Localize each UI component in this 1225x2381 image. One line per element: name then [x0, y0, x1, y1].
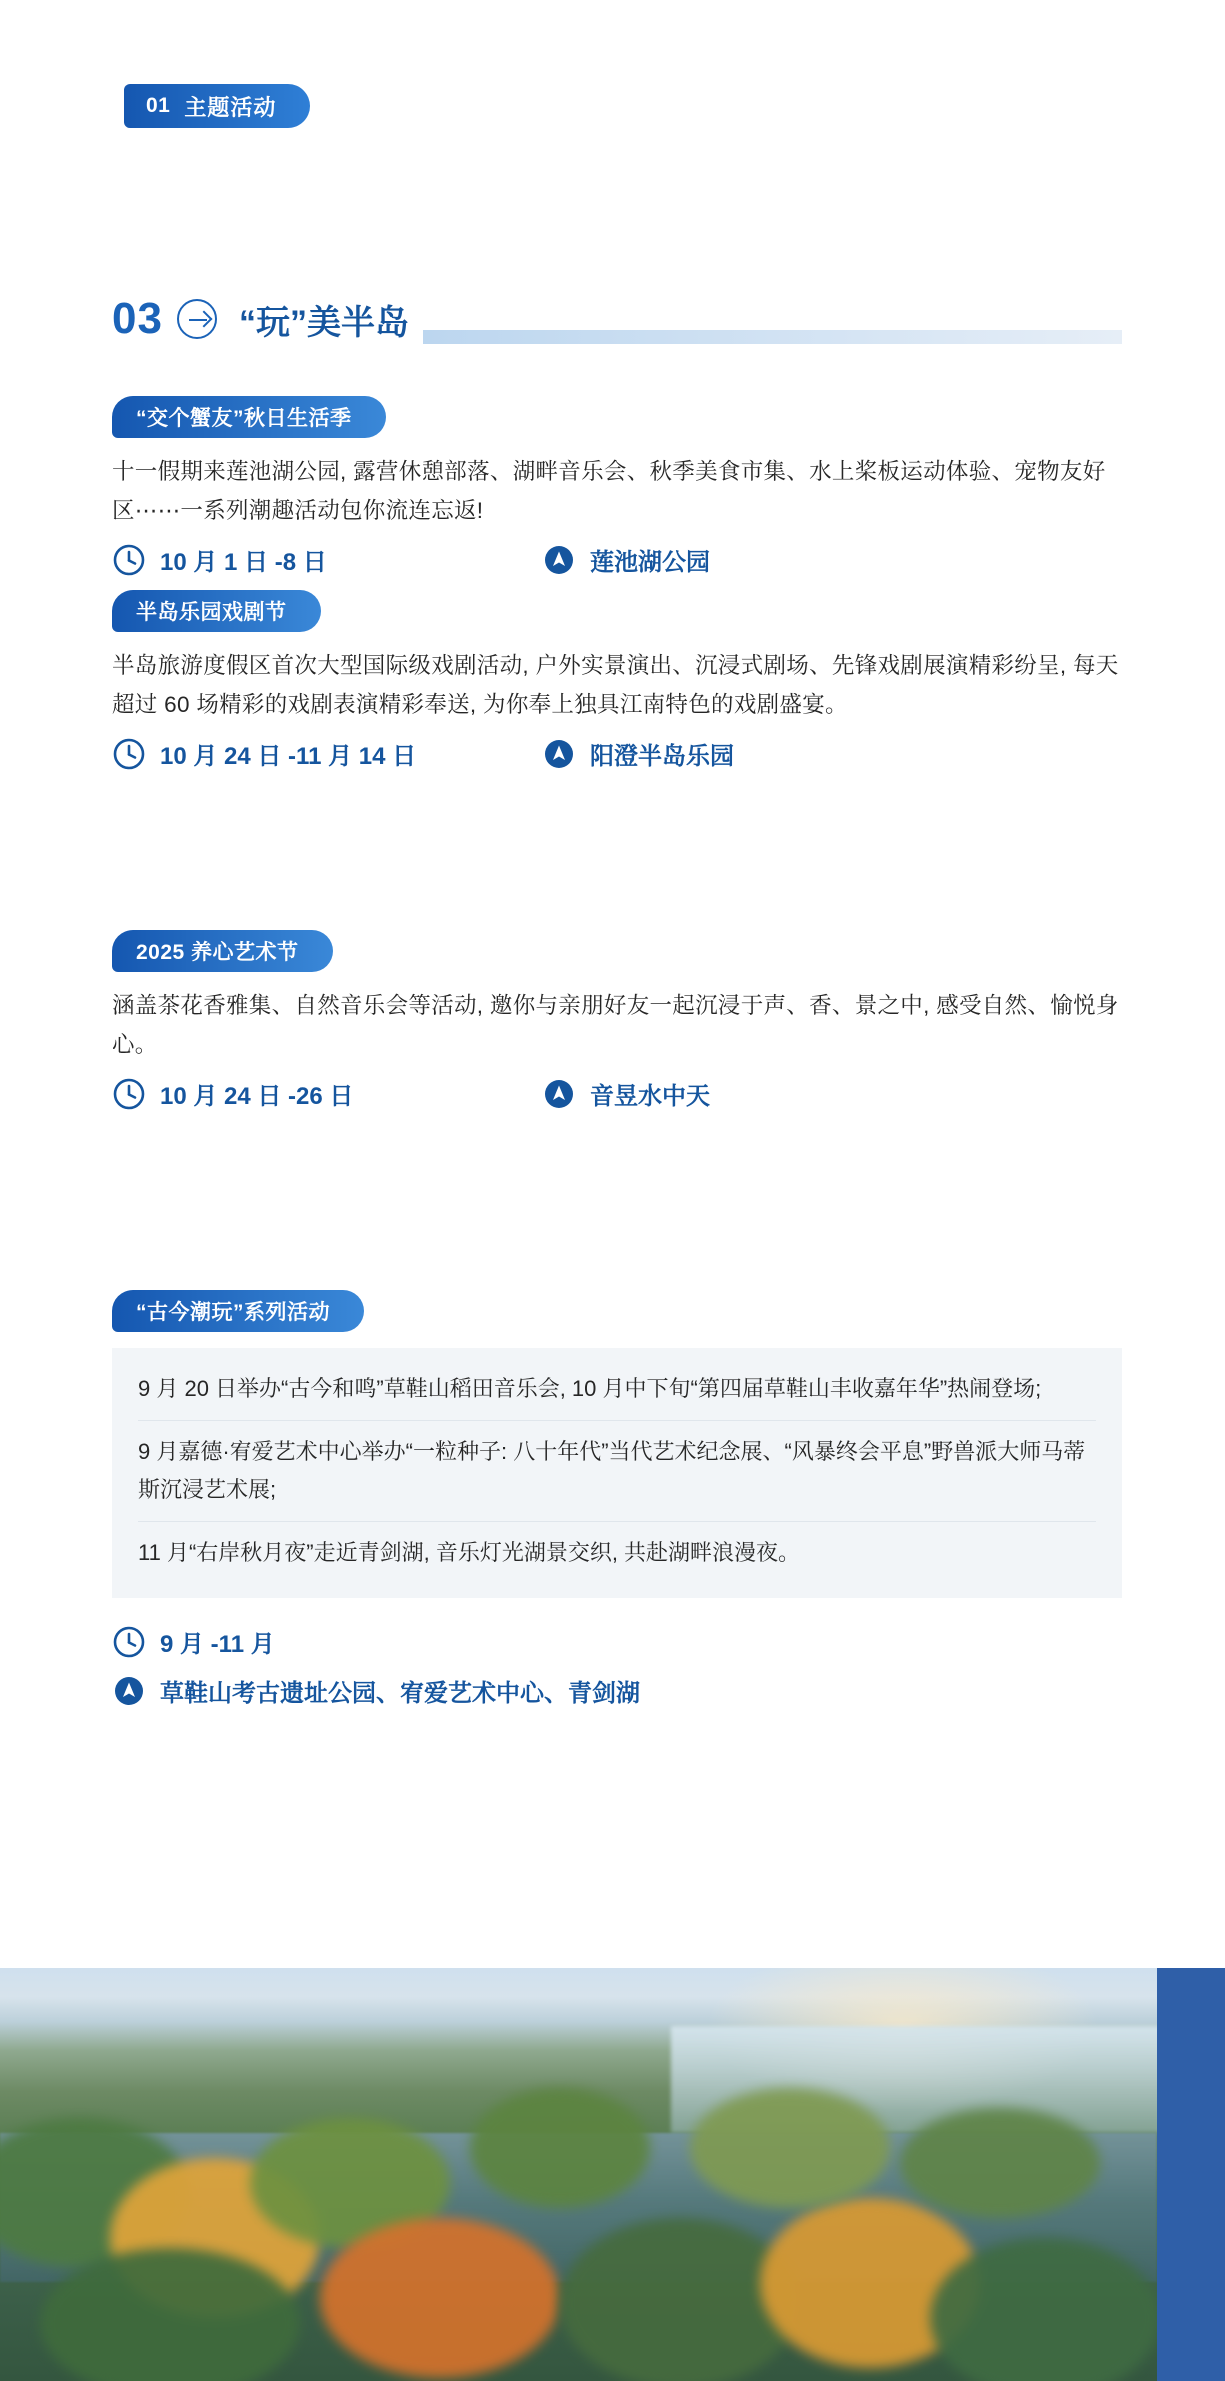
- event-description: 半岛旅游度假区首次大型国际级戏剧活动, 户外实景演出、沉浸式剧场、先锋戏剧展演精彩纷呈, 每天超过 60 场精彩的戏剧表演精彩奉送, 为你奉上独具江南特色的戏剧盛宴。: [112, 653, 1119, 717]
- event-meta-row: [112, 1076, 1122, 1111]
- location-pin-icon: [542, 737, 576, 771]
- event-place-text: 莲池湖公园: [590, 549, 710, 576]
- clock-icon: [112, 543, 146, 577]
- series-event-time-row: [112, 1624, 1122, 1659]
- series-event-time: [112, 1624, 275, 1659]
- arrow-right-circle-icon: [177, 299, 217, 339]
- event-block: [112, 930, 1122, 1111]
- event-place: [542, 1076, 710, 1111]
- series-event-list: [112, 1348, 1122, 1598]
- event-pill: 半岛乐园戏剧节: [112, 590, 321, 632]
- photo-section: [0, 1968, 1225, 2381]
- event-time: [112, 736, 542, 771]
- series-event-time-text: 9 月 -11 月: [160, 1631, 275, 1658]
- clock-icon: [112, 1077, 146, 1111]
- location-pin-icon: [542, 1077, 576, 1111]
- section-title: “玩”美半岛: [238, 303, 409, 342]
- autumn-lake-park-aerial-photo: [0, 1968, 1157, 2381]
- event-pill: “交个蟹友”秋日生活季: [112, 396, 386, 438]
- section-heading: [112, 290, 1122, 348]
- event-pill: 2025 养心艺术节: [112, 930, 333, 972]
- event-place-text: 阳澄半岛乐园: [590, 743, 734, 770]
- section-number: 03: [112, 294, 163, 343]
- event-place: [542, 736, 734, 771]
- event-block: [112, 396, 1122, 577]
- photo-foliage: [470, 2088, 650, 2208]
- section-rule: [423, 330, 1122, 344]
- event-description: 十一假期来莲池湖公园, 露营休憩部落、湖畔音乐会、秋季美食市集、水上桨板运动体验、宠物友好区⋯⋯一系列潮趣活动包你流连忘返!: [112, 459, 1106, 523]
- event-time-text: 10 月 1 日 -8 日: [160, 549, 327, 576]
- list-item: 9 月 20 日举办“古今和鸣”草鞋山稻田音乐会, 10 月中下旬“第四届草鞋山丰收嘉年华”热闹登场;: [138, 1358, 1096, 1421]
- photo-foliage: [900, 2108, 1100, 2218]
- event-time-text: 10 月 24 日 -26 日: [160, 1083, 354, 1110]
- event-time: [112, 542, 542, 577]
- event-description: 涵盖茶花香雅集、自然音乐会等活动, 邀你与亲朋好友一起沉浸于声、香、景之中, 感受自然、愉悦身心。: [112, 993, 1119, 1057]
- series-event-place: [112, 1673, 640, 1708]
- photo-foliage: [690, 2088, 890, 2208]
- header-tag-label: 主题活动: [184, 94, 277, 120]
- series-event-block: [112, 1290, 1122, 1708]
- event-time-text: 10 月 24 日 -11 月 14 日: [160, 743, 417, 770]
- location-pin-icon: [112, 1674, 146, 1708]
- event-meta-row: [112, 542, 1122, 577]
- photo-side-bar: [1157, 1968, 1225, 2381]
- event-place: [542, 542, 710, 577]
- series-event-place-row: [112, 1673, 1122, 1708]
- series-event-pill: “古今潮玩”系列活动: [112, 1290, 364, 1332]
- event-place-text: 音昱水中天: [590, 1083, 710, 1110]
- photo-foliage: [320, 2218, 560, 2378]
- header-tag-number: 01: [146, 94, 171, 117]
- list-item: 9 月嘉德·宥爱艺术中心举办“一粒种子: 八十年代”当代艺术纪念展、“风暴终会平息”野兽派大师马蒂斯沉浸艺术展;: [138, 1421, 1096, 1522]
- clock-icon: [112, 737, 146, 771]
- list-item: 11 月“右岸秋月夜”走近青剑湖, 音乐灯光湖景交织, 共赴湖畔浪漫夜。: [138, 1540, 801, 1565]
- location-pin-icon: [542, 543, 576, 577]
- header-tag: [124, 84, 310, 128]
- series-event-place-text: 草鞋山考古遗址公园、宥爱艺术中心、青剑湖: [160, 1680, 640, 1707]
- event-meta-row: [112, 736, 1122, 771]
- event-block: [112, 590, 1122, 771]
- event-time: [112, 1076, 542, 1111]
- clock-icon: [112, 1625, 146, 1659]
